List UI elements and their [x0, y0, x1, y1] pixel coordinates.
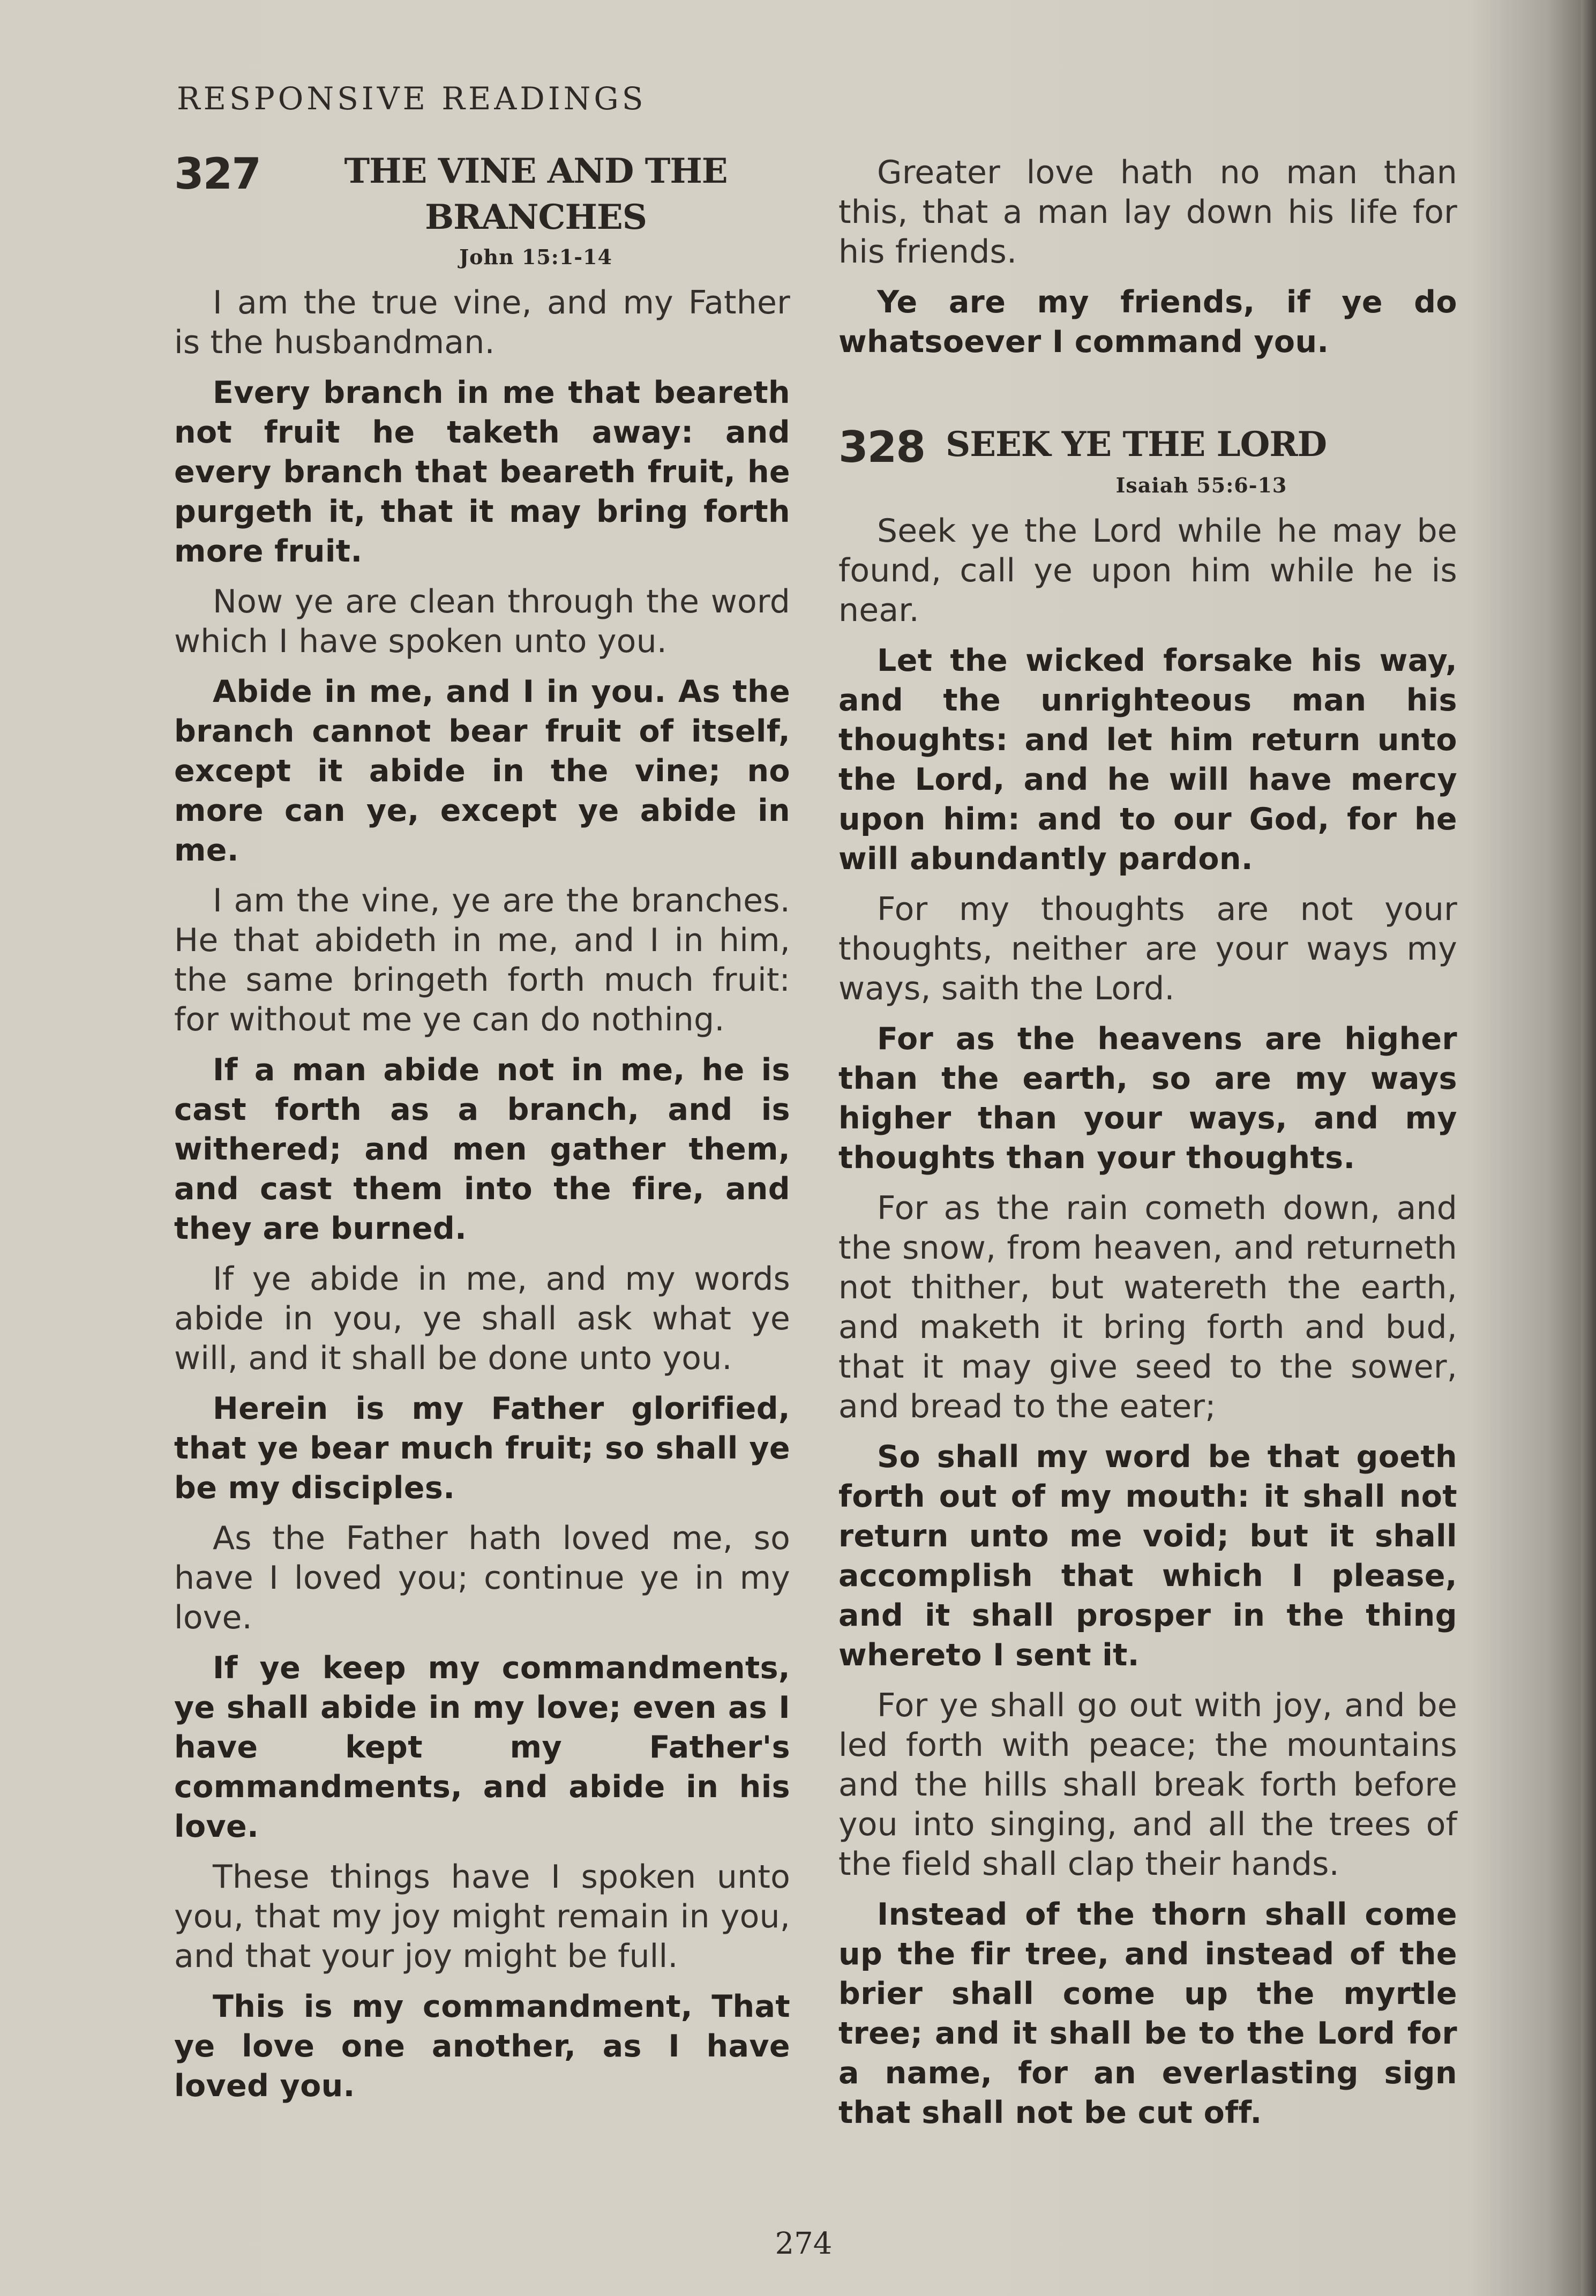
verse-congregation: Ye are my friends, if ye do whatsoever I command you. — [838, 285, 1457, 360]
verse-minister: For ye shall go out with joy, and be led forth with peace; the mountains and the hills shall break forth before you into singing, and all the trees of the field shall clap their hands. — [838, 1687, 1457, 1883]
book-spine-shadow — [1581, 0, 1596, 2296]
scripture-reference: Isaiah 55:6-13 — [1115, 473, 1287, 497]
running-head: RESPONSIVE READINGS — [177, 80, 647, 117]
verse-minister: I am the true vine, and my Father is the husbandman. — [174, 284, 790, 361]
verse-minister: These things have I spoken unto you, that my joy might remain in you, and that your joy might be full. — [174, 1858, 790, 1975]
section-gap — [838, 372, 1457, 426]
verse-minister: Greater love hath no man than this, that a man lay down his life for his friends. — [838, 154, 1457, 271]
verse-congregation: Let the wicked forsake his way, and the unrighteous man his thoughts: and let him return unto the Lord, and he will have mercy upon him: and to our God, for he will abundantly pardon. — [838, 643, 1457, 877]
verse-congregation: If ye keep my commandments, ye shall abide in my love; even as I have kept my Father's commandments, and abide in his love. — [174, 1650, 790, 1844]
verse-minister: For my thoughts are not your thoughts, neither are your ways my ways, saith the Lord. — [838, 891, 1457, 1007]
right-column — [838, 153, 1457, 2143]
verse-minister: If ye abide in me, and my words abide in you, ye shall ask what ye will, and it shall be done unto you. — [174, 1260, 790, 1377]
reading-number: 327 — [174, 149, 260, 199]
scripture-reference: John 15:1-14 — [459, 245, 612, 269]
verse-minister: As the Father hath loved me, so have I loved you; continue ye in my love. — [174, 1520, 790, 1636]
verse-minister: I am the vine, ye are the branches. He that abideth in me, and I in him, the same bringeth forth much fruit: for without me ye can do nothing. — [174, 882, 790, 1038]
verse-congregation: Herein is my Father glorified, that ye bear much fruit; so shall ye be my disciples. — [174, 1391, 790, 1506]
verse-congregation: Every branch in me that beareth not fruit he taketh away: and every branch that beareth fruit, he purgeth it, that it may bring forth more fruit. — [174, 375, 790, 569]
left-column — [174, 149, 790, 2116]
page-number: 274 — [775, 2226, 833, 2261]
verse-congregation: Abide in me, and I in you. As the branch cannot bear fruit of itself, except it abide in the vine; no more can ye, except ye abide in me. — [174, 674, 790, 868]
reading-328-heading — [838, 422, 1457, 472]
verse-minister: Now ye are clean through the word which I have spoken unto you. — [174, 583, 790, 660]
verse-congregation: For as the heavens are higher than the earth, so are my ways higher than your ways, and my thoughts than your thoughts. — [838, 1021, 1457, 1176]
verse-congregation: If a man abide not in me, he is cast forth as a branch, and is withered; and men gather them, and cast them into the fire, and they are burned. — [174, 1052, 790, 1246]
verse-minister: For as the rain cometh down, and the snow, from heaven, and returneth not thither, but watereth the earth, and maketh it bring forth and bud, that it may give seed to the sower, and bread to the eater; — [838, 1190, 1457, 1425]
verse-congregation: Instead of the thorn shall come up the fir tree, and instead of the brier shall come up the myrtle tree; and it shall be to the Lord for a name, for an everlasting sign that shall not be cut off. — [838, 1897, 1457, 2130]
reading-title: THE VINE AND THE BRANCHES — [344, 151, 728, 237]
verse-congregation: So shall my word be that goeth forth out of my mouth: it shall not return unto me void; but it shall accomplish that which I please, and it shall prosper in the thing whereto I sent it. — [838, 1439, 1457, 1673]
reading-title: SEEK YE THE LORD — [946, 424, 1327, 465]
verse-congregation: This is my commandment, That ye love one another, as I have loved you. — [174, 1989, 790, 2104]
verse-minister: Seek ye the Lord while he may be found, call ye upon him while he is near. — [838, 512, 1457, 629]
reading-327-heading — [174, 149, 790, 241]
reading-number: 328 — [838, 422, 925, 472]
